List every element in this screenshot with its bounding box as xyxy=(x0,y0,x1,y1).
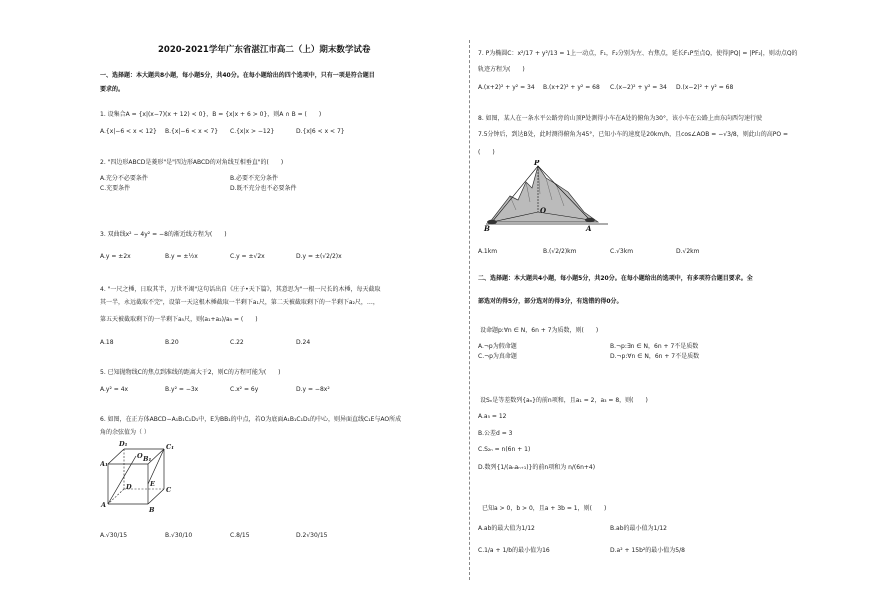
q10-option-a: A.a₅ = 12 xyxy=(478,413,507,420)
q9-option-a: A.¬p为假命题 xyxy=(478,343,517,350)
label-B: B xyxy=(484,224,490,232)
q7-option-d: D.(x−2)² + y² = 68 xyxy=(676,84,734,91)
car-at-a-icon xyxy=(585,218,595,222)
cube-figure xyxy=(100,437,190,517)
q1-option-a: A.{x|−6 < x < 12} xyxy=(100,128,157,135)
q11-option-b: B.ab的最小值为1/12 xyxy=(610,525,667,532)
q4-option-b: B.20 xyxy=(165,339,179,346)
q5-option-c: C.x² = 6y xyxy=(230,386,259,393)
q11-option-c: C.1/a + 1/b的最小值为16 xyxy=(478,547,550,554)
label-D1: D₁ xyxy=(119,440,128,448)
q3-option-d: D.y = ±(√2/2)x xyxy=(296,253,342,260)
q1-option-b: B.{x|−6 < x < 7} xyxy=(165,128,219,135)
q6-option-a: A.√30/15 xyxy=(100,532,128,539)
q9-option-d: D.¬p:∀n ∈ N，6n + 7不是质数 xyxy=(610,353,700,360)
q6-line1: 6. 如图，在正方体ABCD−A₁B₁C₁D₁中，E为BB₁的中点，若O为底面A₁B₁C₁D₁的中心，则异面直线C₁E与AO所成 xyxy=(100,416,402,423)
q6-option-b: B.√30/10 xyxy=(165,532,193,539)
label-B: B xyxy=(149,506,155,514)
q1-stem: 1. 设集合A = {x|(x−7)(x + 12) < 0}，B = {x|x + 6 > 0}，则A ∩ B = ( ) xyxy=(100,111,322,118)
q7-line2: 轨迹方程为( ) xyxy=(478,66,525,73)
q5-option-b: B.y² = −3x xyxy=(165,386,199,393)
q6-option-d: D.2√30/15 xyxy=(296,532,328,539)
q5-stem: 5. 已知抛物线C的焦点到准线的距离大于2，则C的方程可能为( ) xyxy=(100,369,281,376)
label-C: C xyxy=(166,486,172,494)
label-A: A xyxy=(101,501,107,509)
q1-option-d: D.{x|6 < x < 7} xyxy=(296,128,345,135)
q2-option-c: C.充要条件 xyxy=(100,185,131,192)
q8-option-a: A.1km xyxy=(478,248,498,255)
q8-line3: ( ) xyxy=(478,149,495,156)
page-title: 2020-2021学年广东省湛江市高二（上）期末数学试卷 xyxy=(158,45,371,55)
q3-stem: 3. 双曲线x² − 4y² = −8的渐近线方程为( ) xyxy=(100,231,227,238)
label-A1: A₁ xyxy=(100,460,108,468)
label-A: A xyxy=(586,224,592,232)
section2-header-cont: 部选对的得5分，部分选对的得3分，有选错的得0分。 xyxy=(478,298,623,305)
q5-option-a: A.y² = 4x xyxy=(100,386,129,393)
label-E: E xyxy=(150,480,155,488)
q11-option-d: D.a² + 15b²的最小值为5/8 xyxy=(610,547,685,554)
q3-option-a: A.y = ±2x xyxy=(100,253,131,260)
section2-header: 二、选择题：本大题共4小题，每小题5分，共20分。在每小题给出的选项中，有多项符合题目要求。全 xyxy=(478,275,753,282)
q6-option-c: C.8/15 xyxy=(230,532,250,539)
q8-option-b: B.(√2/2)km xyxy=(543,248,577,255)
q4-option-c: C.22 xyxy=(230,339,244,346)
q10-option-b: B.公差d = 3 xyxy=(478,430,513,437)
q7-option-a: A.(x+2)² + y² = 34 xyxy=(478,84,535,91)
q11-stem: 已知a > 0，b > 0，且a + 3b = 1，则( ) xyxy=(482,505,607,512)
q2-option-a: A.充分不必要条件 xyxy=(100,175,148,182)
q3-option-b: B.y = ±½x xyxy=(165,253,198,260)
q9-stem: 设命题p:∀n ∈ N，6n + 7为质数，则( ) xyxy=(480,327,599,334)
q9-option-b: B.¬p:∃n ∈ N，6n + 7不是质数 xyxy=(610,343,699,350)
q11-option-a: A.ab的最大值为1/12 xyxy=(478,525,535,532)
q5-option-d: D.y = −8x² xyxy=(296,386,330,393)
q4-option-a: A.18 xyxy=(100,339,114,346)
q3-option-c: C.y = ±√2x xyxy=(230,253,265,260)
q8-option-c: C.√3km xyxy=(610,248,634,255)
label-D: D xyxy=(126,483,132,491)
q4-line1: 4. "一尺之棰，日取其半，万世不竭"这句话出自《庄子•天下篇》，其意思为"一根一尺长的木棰，每天截取 xyxy=(100,286,381,293)
q8-option-d: D.√2km xyxy=(676,248,700,255)
label-P: P xyxy=(534,160,540,167)
label-O: O xyxy=(540,206,547,215)
q7-option-c: C.(x−2)² + y² = 34 xyxy=(610,84,667,91)
q8-line1: 8. 如图，某人在一条水平公路旁的山顶P处测得小车在A处的俯角为30°，该小车在公路上由东向西匀速行驶 xyxy=(478,115,762,122)
q4-option-d: D.24 xyxy=(296,339,311,346)
column-divider xyxy=(469,40,470,580)
section1-header-cont: 要求的。 xyxy=(100,86,125,93)
q8-line2: 7.5分钟后，到达B处，此时测得俯角为45°，已知小车的速度是20km/h，且cos∠AOB = −√3/8，则此山的高PO = xyxy=(478,131,789,138)
q10-option-d: D.数列{1/(aₙaₙ₊₁)}的前n项和为 n/(6n+4) xyxy=(478,464,596,471)
section1-header: 一、选择题：本大题共8小题，每小题5分，共40分。在每小题给出的四个选项中，只有一项是符合题目 xyxy=(100,72,375,79)
q10-option-c: C.S₂ₙ = n(6n + 1) xyxy=(478,446,531,453)
mountain-figure xyxy=(480,160,620,232)
label-B1: B₁ xyxy=(143,455,152,463)
q4-line2: 其一半，永远截取不完"，设第一天这根木棰截取一半剩下a₁尺，第二天被截取剩下的一半剩下a₂尺，…， xyxy=(100,299,379,306)
q9-option-c: C.¬p为真命题 xyxy=(478,353,517,360)
q2-option-d: D.既不充分也不必要条件 xyxy=(230,185,297,192)
label-O: O xyxy=(137,452,143,460)
q7-line1: 7. P为椭圆C：x²/17 + y²/13 = 1上一动点，F₁，F₂分别为左、右焦点，延长F₁P至点Q，使得|PQ| = |PF₂|，则动点Q的 xyxy=(478,50,798,57)
label-C1: C₁ xyxy=(166,443,175,451)
q10-stem: 设Sₙ是等差数列{aₙ}的前n项和，且a₁ = 2，a₃ = 8，则( ) xyxy=(480,397,648,404)
q1-option-c: C.{x|x > −12} xyxy=(230,128,275,135)
q2-stem: 2. "四边形ABCD是菱形"是"四边形ABCD的对角线互相垂直"的( ) xyxy=(100,159,284,166)
q7-option-b: B.(x+2)² + y² = 68 xyxy=(543,84,600,91)
q2-option-b: B.必要不充分条件 xyxy=(230,175,279,182)
q4-line3: 第五天被截取剩下的一半剩下a₅尺，则(a₁+a₂)/a₅ = ( ) xyxy=(100,316,258,323)
q6-line2: 角的余弦值为（ ） xyxy=(100,429,150,436)
